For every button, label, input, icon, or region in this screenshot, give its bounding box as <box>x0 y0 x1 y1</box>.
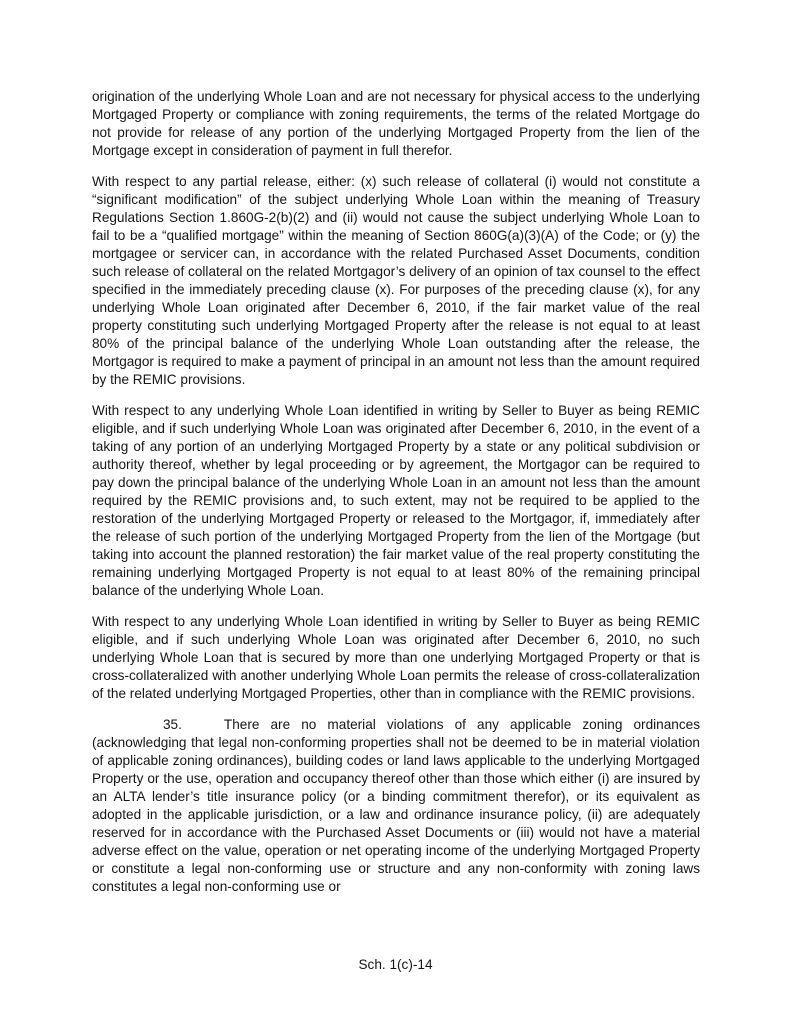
paragraph-35-zoning <box>92 716 700 896</box>
document-body <box>92 88 700 896</box>
paragraph-35-number: 35. <box>163 717 182 732</box>
paragraph-continuation-release: origination of the underlying Whole Loan and are not necessary for physical access to the underlying Mortgaged Property or compliance with zoning requirements, the terms of the related Mortgage do not provide for release of any portion of the underlying Mortgaged Property from the lien of the Mortgage except in consideration of payment in full therefor. <box>92 89 700 158</box>
paragraph-35-text: There are no material violations of any applicable zoning ordinances (acknowledging that legal non-conforming properties shall not be deemed to be in material violation of applicable zoning ordinances), building codes or land laws applicable to the underlying Mortgaged Property or the use, operation and occupancy thereof other than those which either (i) are insured by an ALTA lender’s title insurance policy (or a binding commitment therefor), or its equivalent as adopted in the applicable jurisdiction, or a law and ordinance insurance policy, (ii) are adequately reserved for in accordance with the Purchased Asset Documents or (iii) would not have a material adverse effect on the value, operation or net operating income of the underlying Mortgaged Property or constitute a legal non-conforming use or structure and any non-conformity with zoning laws constitutes a legal non-conforming use or <box>92 717 700 894</box>
paragraph-cross-collateralization: With respect to any underlying Whole Loan identified in writing by Seller to Buyer as being REMIC eligible, and if such underlying Whole Loan was originated after December 6, 2010, no such underlying Whole Loan that is secured by more than one underlying Mortgaged Property or that is cross-collateralized with another underlying Whole Loan permits the release of cross-collateralization of the related underlying Mortgaged Properties, other than in compliance with the REMIC provisions. <box>92 614 700 701</box>
paragraph-partial-release: With respect to any partial release, either: (x) such release of collateral (i) would not constitute a “significant modification” of the subject underlying Whole Loan within the meaning of Treasury Regulations Section 1.860G-2(b)(2) and (ii) would not cause the subject underlying Whole Loan to fail to be a “qualified mortgage” within the meaning of Section 860G(a)(3)(A) of the Code; or (y) the mortgagee or servicer can, in accordance with the related Purchased Asset Documents, condition such release of collateral on the related Mortgagor’s delivery of an opinion of tax counsel to the effect specified in the immediately preceding clause (x). For purposes of the preceding clause (x), for any underlying Whole Loan originated after December 6, 2010, if the fair market value of the real property constituting such underlying Mortgaged Property after the release is not equal to at least 80% of the principal balance of the underlying Whole Loan outstanding after the release, the Mortgagor is required to make a payment of principal in an amount not less than the amount required by the REMIC provisions. <box>92 174 700 387</box>
paragraph-taking-remic: With respect to any underlying Whole Loan identified in writing by Seller to Buyer as being REMIC eligible, and if such underlying Whole Loan was originated after December 6, 2010, in the event of a taking of any portion of an underlying Mortgaged Property by a state or any political subdivision or authority thereof, whether by legal proceeding or by agreement, the Mortgagor can be required to pay down the principal balance of the underlying Whole Loan in an amount not less than the amount required by the REMIC provisions and, to such extent, may not be required to be applied to the restoration of the underlying Mortgaged Property or released to the Mortgagor, if, immediately after the release of such portion of the underlying Mortgaged Property from the lien of the Mortgage (but taking into account the planned restoration) the fair market value of the real property constituting the remaining underlying Mortgaged Property is not equal to at least 80% of the remaining principal balance of the underlying Whole Loan. <box>92 403 700 598</box>
page-footer <box>0 956 791 974</box>
page-number: Sch. 1(c)-14 <box>358 957 433 972</box>
